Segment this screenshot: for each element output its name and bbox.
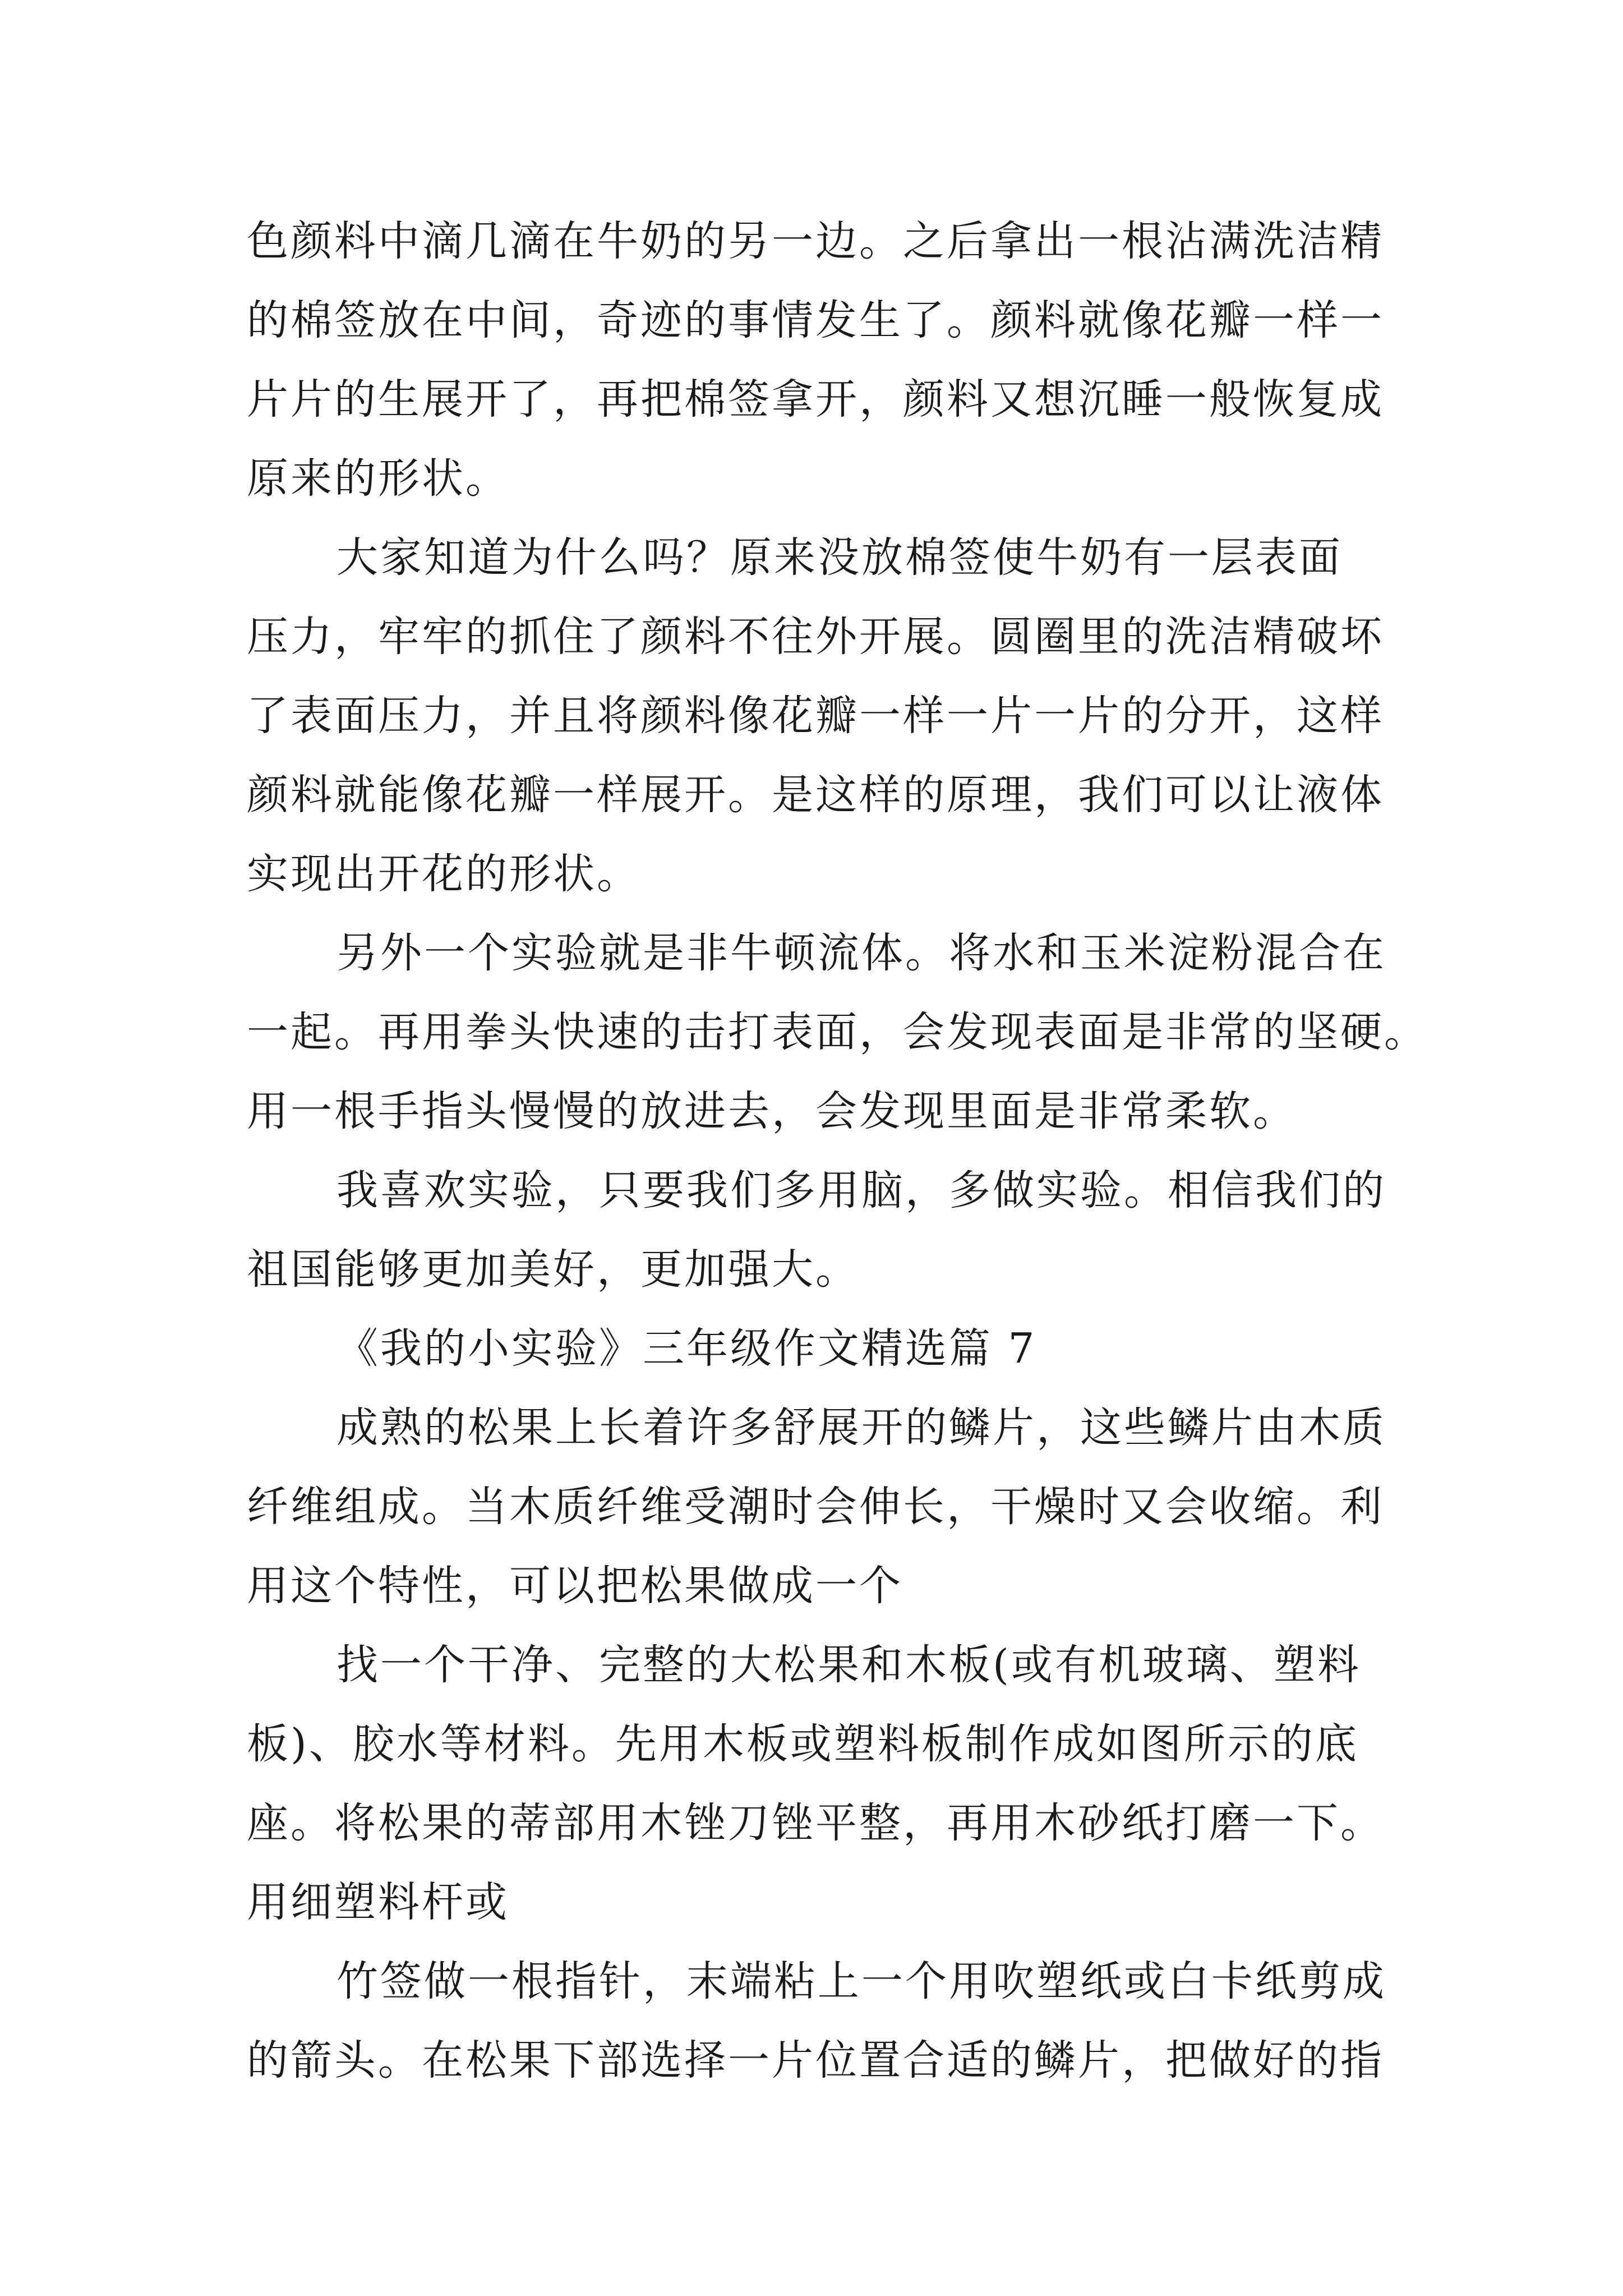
text-line: 找一个干净、完整的大松果和木板(或有机玻璃、塑料 [336, 1641, 1361, 1689]
text-line: 压力，牢牢的抓住了颜料不往外开展。圆圈里的洗洁精破坏 [247, 613, 1384, 661]
text-line: 《我的小实验》三年级作文精选篇 7 [336, 1324, 1037, 1373]
text-line: 竹签做一根指针，末端粘上一个用吹塑纸或白卡纸剪成 [336, 1957, 1386, 2005]
text-line: 片片的生展开了，再把棉签拿开，颜料又想沉睡一般恢复成 [247, 375, 1384, 424]
text-line: 另外一个实验就是非牛顿流体。将水和玉米淀粉混合在 [336, 929, 1386, 977]
text-line: 色颜料中滴几滴在牛奶的另一边。之后拿出一根沾满洗洁精 [247, 217, 1384, 265]
text-line: 原来的形状。 [247, 454, 509, 503]
text-line: 纤维组成。当木质纤维受潮时会伸长，干燥时又会收缩。利 [247, 1483, 1384, 1531]
text-line: 用一根手指头慢慢的放进去，会发现里面是非常柔软。 [247, 1087, 1297, 1135]
text-line: 座。将松果的蒂部用木锉刀锉平整，再用木砂纸打磨一下。 [247, 1799, 1384, 1847]
text-line: 了表面压力，并且将颜料像花瓣一样一片一片的分开，这样 [247, 692, 1384, 740]
text-line: 颜料就能像花瓣一样展开。是这样的原理，我们可以让液体 [247, 771, 1384, 819]
text-line: 大家知道为什么吗？原来没放棉签使牛奶有一层表面 [336, 533, 1343, 582]
document-body [247, 202, 1428, 2100]
text-line: 的箭头。在松果下部选择一片位置合适的鳞片，把做好的指 [247, 2036, 1384, 2085]
text-line: 成熟的松果上长着许多舒展开的鳞片，这些鳞片由木质 [336, 1404, 1386, 1452]
text-line: 板)、胶水等材料。先用木板或塑料板制作成如图所示的底 [247, 1720, 1359, 1768]
text-line: 实现出开花的形状。 [247, 850, 640, 898]
text-line: 用细塑料杆或 [247, 1878, 509, 1926]
text-line: 我喜欢实验，只要我们多用脑，多做实验。相信我们的 [336, 1166, 1386, 1214]
text-line: 祖国能够更加美好，更加强大。 [247, 1245, 859, 1294]
text-line: 的棉签放在中间，奇迹的事情发生了。颜料就像花瓣一样一 [247, 296, 1384, 344]
text-line: 一起。再用拳头快速的击打表面，会发现表面是非常的坚硬。 [247, 1008, 1428, 1056]
text-line: 用这个特性，可以把松果做成一个 [247, 1562, 903, 1610]
